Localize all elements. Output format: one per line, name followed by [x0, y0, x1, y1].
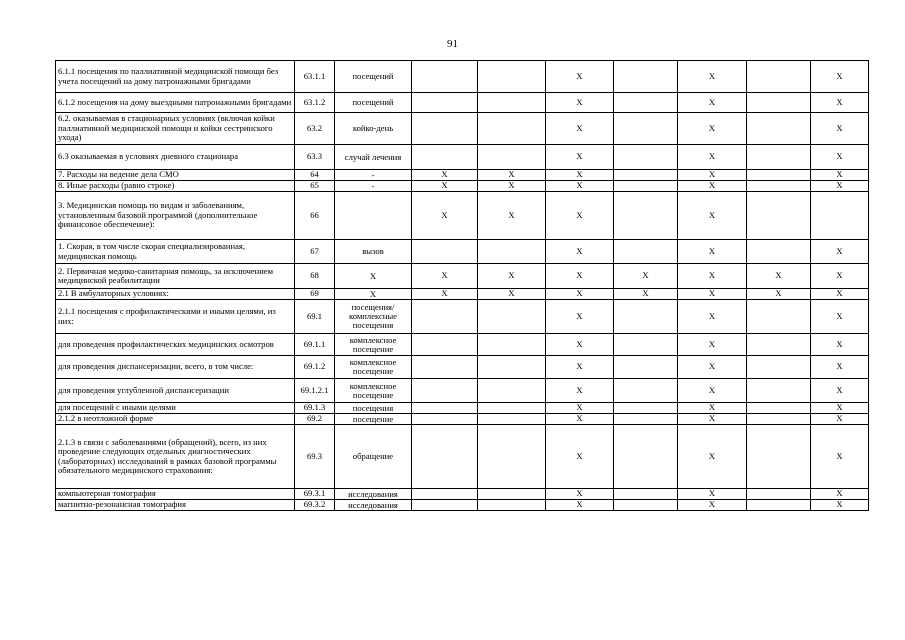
table-row [56, 334, 869, 356]
value-cell [811, 192, 869, 240]
table-body [56, 61, 869, 511]
value-cell: X [678, 403, 747, 414]
value-cell: X [811, 61, 869, 93]
value-cell [478, 500, 546, 511]
row-code-cell: 67 [295, 240, 335, 264]
value-cell: X [546, 356, 614, 379]
row-unit-cell: комплексное посещение [335, 379, 412, 403]
value-cell: X [678, 414, 747, 425]
data-table [55, 60, 869, 511]
value-cell: X [678, 240, 747, 264]
table-container [55, 60, 869, 511]
row-name-cell: 1. Скорая, в том числе скорая специализированная, медицинская помощь [56, 240, 295, 264]
value-cell [614, 379, 678, 403]
value-cell: X [811, 403, 869, 414]
value-cell: X [546, 489, 614, 500]
row-code-cell: 63.1.1 [295, 61, 335, 93]
value-cell [614, 93, 678, 113]
row-name-cell: 6.2. оказываемая в стационарных условиях (включая койки паллиативной медицинской помощи и койки сестринского ухода) [56, 113, 295, 145]
value-cell: X [546, 240, 614, 264]
value-cell: X [678, 356, 747, 379]
value-cell: X [678, 300, 747, 334]
value-cell: X [546, 414, 614, 425]
value-cell: X [811, 489, 869, 500]
row-unit-cell: комплексное посещение [335, 334, 412, 356]
table-row [56, 181, 869, 192]
value-cell [478, 489, 546, 500]
table-row [56, 61, 869, 93]
value-cell [614, 145, 678, 170]
value-cell [614, 489, 678, 500]
value-cell [614, 113, 678, 145]
value-cell [614, 181, 678, 192]
value-cell: X [747, 289, 811, 300]
table-row [56, 414, 869, 425]
table-row [56, 489, 869, 500]
value-cell [478, 425, 546, 489]
value-cell [614, 414, 678, 425]
value-cell [614, 170, 678, 181]
row-code-cell: 69.1.2 [295, 356, 335, 379]
value-cell [747, 240, 811, 264]
row-code-cell: 69.1.3 [295, 403, 335, 414]
row-name-cell: компьютерная томография [56, 489, 295, 500]
value-cell: X [478, 181, 546, 192]
value-cell: X [546, 61, 614, 93]
row-code-cell: 68 [295, 264, 335, 289]
value-cell: X [678, 93, 747, 113]
table-row [56, 403, 869, 414]
table-row [56, 145, 869, 170]
row-code-cell: 69.3.2 [295, 500, 335, 511]
value-cell: X [811, 181, 869, 192]
row-unit-cell: - [335, 181, 412, 192]
value-cell [747, 300, 811, 334]
value-cell: X [478, 289, 546, 300]
value-cell [412, 93, 478, 113]
row-unit-cell: посещений [335, 93, 412, 113]
table-row [56, 300, 869, 334]
value-cell: X [811, 240, 869, 264]
table-row [56, 425, 869, 489]
value-cell [412, 145, 478, 170]
value-cell [412, 414, 478, 425]
value-cell: X [811, 356, 869, 379]
row-unit-cell: вызов [335, 240, 412, 264]
row-name-cell: 6.1.1 посещения по паллиативной медицинской помощи без учета посещений на дому патронажными бригадами [56, 61, 295, 93]
row-code-cell: 69 [295, 289, 335, 300]
value-cell [412, 334, 478, 356]
table-row [56, 170, 869, 181]
value-cell [614, 356, 678, 379]
value-cell: X [678, 289, 747, 300]
value-cell [747, 379, 811, 403]
row-code-cell: 63.2 [295, 113, 335, 145]
value-cell [747, 113, 811, 145]
value-cell: X [811, 414, 869, 425]
value-cell: X [811, 145, 869, 170]
value-cell [747, 192, 811, 240]
value-cell: X [546, 145, 614, 170]
row-unit-cell [335, 192, 412, 240]
row-unit-cell: исследования [335, 500, 412, 511]
row-code-cell: 69.2 [295, 414, 335, 425]
value-cell [412, 500, 478, 511]
value-cell: X [811, 425, 869, 489]
table-row [56, 356, 869, 379]
value-cell: X [811, 264, 869, 289]
row-name-cell: 2.1.3 в связи с заболеваниями (обращений), всего, из них проведение следующих отдельных диагностических (лабораторных) исследований в рамках базовой программы обязательного медицинского страхования: [56, 425, 295, 489]
value-cell [412, 403, 478, 414]
value-cell [412, 300, 478, 334]
value-cell [747, 61, 811, 93]
row-code-cell: 63.1.2 [295, 93, 335, 113]
value-cell: X [546, 500, 614, 511]
table-row [56, 264, 869, 289]
value-cell: X [678, 425, 747, 489]
row-name-cell: 2.1 В амбулаторных условиях: [56, 289, 295, 300]
value-cell: X [546, 425, 614, 489]
value-cell: X [811, 289, 869, 300]
value-cell [412, 489, 478, 500]
value-cell [478, 240, 546, 264]
value-cell [614, 240, 678, 264]
value-cell: X [412, 264, 478, 289]
value-cell [614, 425, 678, 489]
row-name-cell: 8. Иные расходы (равно строке) [56, 181, 295, 192]
value-cell: X [811, 113, 869, 145]
value-cell: X [614, 264, 678, 289]
value-cell: X [811, 500, 869, 511]
value-cell: X [412, 181, 478, 192]
value-cell [412, 61, 478, 93]
value-cell: X [678, 379, 747, 403]
value-cell: X [678, 170, 747, 181]
value-cell: X [546, 264, 614, 289]
value-cell: X [546, 93, 614, 113]
value-cell: X [811, 93, 869, 113]
row-code-cell: 63.3 [295, 145, 335, 170]
row-code-cell: 69.1 [295, 300, 335, 334]
row-code-cell: 64 [295, 170, 335, 181]
row-name-cell: для проведения диспансеризации, всего, в том числе: [56, 356, 295, 379]
row-unit-cell: - [335, 170, 412, 181]
value-cell [614, 300, 678, 334]
value-cell: X [811, 334, 869, 356]
value-cell: X [678, 181, 747, 192]
value-cell [478, 61, 546, 93]
value-cell: X [412, 289, 478, 300]
value-cell: X [546, 170, 614, 181]
value-cell: X [546, 113, 614, 145]
value-cell [478, 414, 546, 425]
value-cell: X [678, 192, 747, 240]
value-cell: X [478, 192, 546, 240]
value-cell [412, 240, 478, 264]
value-cell: X [678, 145, 747, 170]
value-cell: X [614, 289, 678, 300]
row-name-cell: 6.1.2 посещения на дому выездными патронажными бригадами [56, 93, 295, 113]
value-cell [747, 145, 811, 170]
value-cell: X [546, 403, 614, 414]
value-cell [478, 334, 546, 356]
row-unit-cell: X [335, 289, 412, 300]
value-cell: X [546, 192, 614, 240]
value-cell [478, 356, 546, 379]
row-name-cell: магнитно-резонансная томография [56, 500, 295, 511]
row-code-cell: 69.3.1 [295, 489, 335, 500]
value-cell: X [678, 489, 747, 500]
value-cell: X [811, 170, 869, 181]
value-cell [614, 192, 678, 240]
value-cell [614, 403, 678, 414]
value-cell: X [678, 500, 747, 511]
value-cell [478, 300, 546, 334]
value-cell [412, 356, 478, 379]
row-name-cell: 7. Расходы на ведение дела СМО [56, 170, 295, 181]
row-name-cell: 3. Медицинская помощь по видам и заболеваниям, установленным базовой программой (дополнительное финансовое обеспечение): [56, 192, 295, 240]
row-unit-cell: обращение [335, 425, 412, 489]
table-row [56, 93, 869, 113]
value-cell [747, 181, 811, 192]
row-unit-cell: случай лечения [335, 145, 412, 170]
value-cell [747, 170, 811, 181]
value-cell [747, 93, 811, 113]
value-cell [478, 145, 546, 170]
value-cell [747, 414, 811, 425]
value-cell [747, 356, 811, 379]
row-code-cell: 69.1.2.1 [295, 379, 335, 403]
value-cell [412, 113, 478, 145]
value-cell: X [412, 170, 478, 181]
value-cell [478, 379, 546, 403]
table-row [56, 289, 869, 300]
value-cell [747, 500, 811, 511]
row-unit-cell: X [335, 264, 412, 289]
value-cell [614, 500, 678, 511]
value-cell [747, 489, 811, 500]
row-code-cell: 69.1.1 [295, 334, 335, 356]
row-name-cell: 6.3 оказываемая в условиях дневного стационара [56, 145, 295, 170]
value-cell: X [678, 264, 747, 289]
value-cell [747, 403, 811, 414]
value-cell [747, 425, 811, 489]
row-name-cell: 2.1.2 в неотложной форме [56, 414, 295, 425]
value-cell: X [747, 264, 811, 289]
value-cell: X [546, 289, 614, 300]
row-unit-cell: посещение [335, 414, 412, 425]
value-cell: X [546, 379, 614, 403]
value-cell: X [546, 334, 614, 356]
table-row [56, 379, 869, 403]
row-unit-cell: посещений [335, 61, 412, 93]
value-cell: X [546, 181, 614, 192]
row-name-cell: для проведения профилактических медицинских осмотров [56, 334, 295, 356]
table-row [56, 113, 869, 145]
value-cell: X [811, 379, 869, 403]
row-code-cell: 69.3 [295, 425, 335, 489]
value-cell: X [678, 61, 747, 93]
row-code-cell: 66 [295, 192, 335, 240]
table-row [56, 500, 869, 511]
value-cell [478, 403, 546, 414]
table-row [56, 240, 869, 264]
value-cell: X [478, 170, 546, 181]
row-unit-cell: посещения [335, 403, 412, 414]
row-unit-cell: исследования [335, 489, 412, 500]
row-name-cell: 2. Первичная медико-санитарная помощь, за исключением медицинской реабилитации [56, 264, 295, 289]
row-unit-cell: койко-день [335, 113, 412, 145]
row-code-cell: 65 [295, 181, 335, 192]
row-unit-cell: комплексное посещение [335, 356, 412, 379]
value-cell [478, 113, 546, 145]
value-cell: X [678, 113, 747, 145]
value-cell [412, 425, 478, 489]
value-cell: X [811, 300, 869, 334]
value-cell [478, 93, 546, 113]
value-cell [747, 334, 811, 356]
table-row [56, 192, 869, 240]
value-cell [614, 61, 678, 93]
value-cell: X [412, 192, 478, 240]
page-number: 91 [447, 38, 458, 50]
value-cell [614, 334, 678, 356]
row-name-cell: 2.1.1 посещения с профилактическими и иными целями, из них: [56, 300, 295, 334]
row-unit-cell: посещения/комплексные посещения [335, 300, 412, 334]
value-cell: X [546, 300, 614, 334]
value-cell: X [478, 264, 546, 289]
value-cell [412, 379, 478, 403]
value-cell: X [678, 334, 747, 356]
row-name-cell: для посещений с иными целями [56, 403, 295, 414]
row-name-cell: для проведения углубленной диспансеризации [56, 379, 295, 403]
